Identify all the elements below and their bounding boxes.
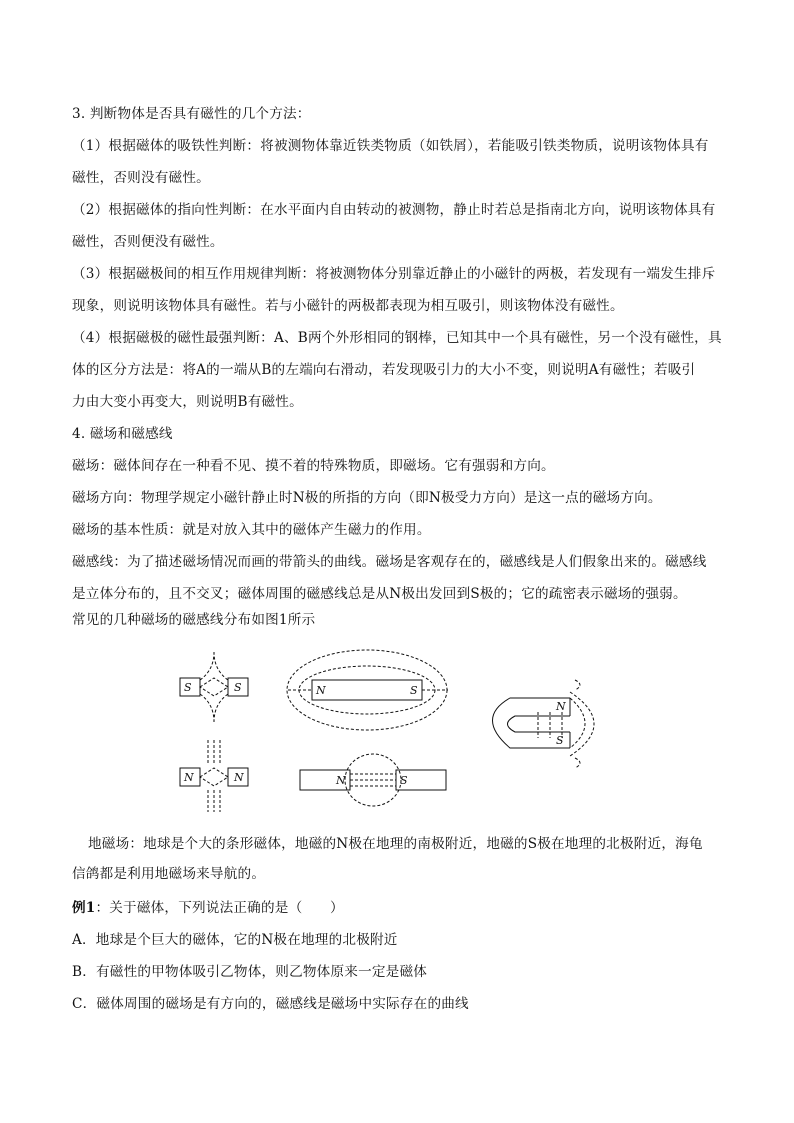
label-s-left: S (184, 681, 192, 694)
label-s-right: S (234, 681, 242, 694)
field-lines-line-2: 是立体分布的，且不交叉；磁体周围的磁感线总是从N极出发回到S极的；它的疏密表示磁场的强弱。 (72, 586, 687, 602)
method-4-line-3: 力由大变小再变大，则说明B有磁性。 (72, 394, 303, 410)
magnetic-field-property: 磁场的基本性质：就是对放入其中的磁体产生磁力的作用。 (72, 522, 431, 538)
label-n-right: N (234, 771, 244, 784)
section-4-title: 4. 磁场和磁感线 (72, 426, 173, 442)
label-bar-n: N (316, 684, 326, 697)
example-label: 例1 (72, 900, 96, 916)
label-horseshoe-n: N (556, 700, 566, 713)
earth-field-line-2: 信鸽都是利用地磁场来导航的。 (72, 866, 266, 882)
example-1-question (72, 898, 732, 918)
earth-field-line-1: 地磁场：地球是个大的条形磁体，地磁的N极在地理的南极附近，地磁的S极在地理的北极附近，海龟 (88, 836, 703, 852)
label-bar-s: S (410, 684, 418, 697)
option-b: B．有磁性的甲物体吸引乙物体，则乙物体原来一定是磁体 (72, 964, 428, 980)
bar-magnet (312, 680, 422, 700)
option-a: A．地球是个巨大的磁体，它的N极在地理的北极附近 (72, 932, 398, 948)
magnetic-field-definition: 磁场：磁体间存在一种看不见、摸不着的特殊物质，即磁场。它有强弱和方向。 (72, 458, 555, 474)
method-3-line-2: 现象，则说明该物体具有磁性。若与小磁针的两极都表现为相互吸引，则该物体没有磁性。 (72, 298, 624, 314)
label-attract-s: S (400, 774, 408, 787)
method-2-line-2: 磁性，否则便没有磁性。 (72, 234, 224, 250)
method-1-line-1: （1）根据磁体的吸铁性判断：将被测物体靠近铁类物质（如铁屑），若能吸引铁类物质，说明该物体具有 (72, 138, 709, 154)
label-horseshoe-s: S (556, 734, 564, 747)
method-4-line-1: （4）根据磁极的磁性最强判断：A、B两个外形相同的钢棒，已知其中一个具有磁性，另一个没有磁性，具 (72, 330, 722, 346)
method-4-line-2: 体的区分方法是：将A的一端从B的左端向右滑动，若发现吸引力的大小不变，则说明A有磁性；若吸引 (72, 362, 696, 378)
method-1-line-2: 磁性，否则没有磁性。 (72, 170, 210, 186)
method-2-line-1: （2）根据磁体的指向性判断：在水平面内自由转动的被测物，静止时若总是指南北方向，说明该物体具有 (72, 202, 716, 218)
section-3-title: 3. 判断物体是否具有磁性的几个方法： (72, 106, 311, 122)
label-attract-n: N (336, 774, 346, 787)
magnetic-field-direction: 磁场方向：物理学规定小磁针静止时N极的所指的方向（即N极受力方向）是这一点的磁场方向。 (72, 490, 662, 506)
method-3-line-1: （3）根据磁极间的相互作用规律判断：将被测物体分别靠近静止的小磁针的两极，若发现有一端发生排斥 (72, 266, 716, 282)
figure-caption: 常见的几种磁场的磁感线分布如图1所示 (72, 612, 316, 628)
example-question-text: ：关于磁体，下列说法正确的是（ ） (95, 900, 344, 916)
option-c: C．磁体周围的磁场是有方向的，磁感线是磁场中实际存在的曲线 (72, 996, 469, 1012)
magnetic-field-lines-figure (170, 640, 630, 820)
label-n-left: N (184, 771, 194, 784)
field-lines-line-1: 磁感线：为了描述磁场情况而画的带箭头的曲线。磁场是客观存在的，磁感线是人们假象出来的。磁感线 (72, 554, 707, 570)
